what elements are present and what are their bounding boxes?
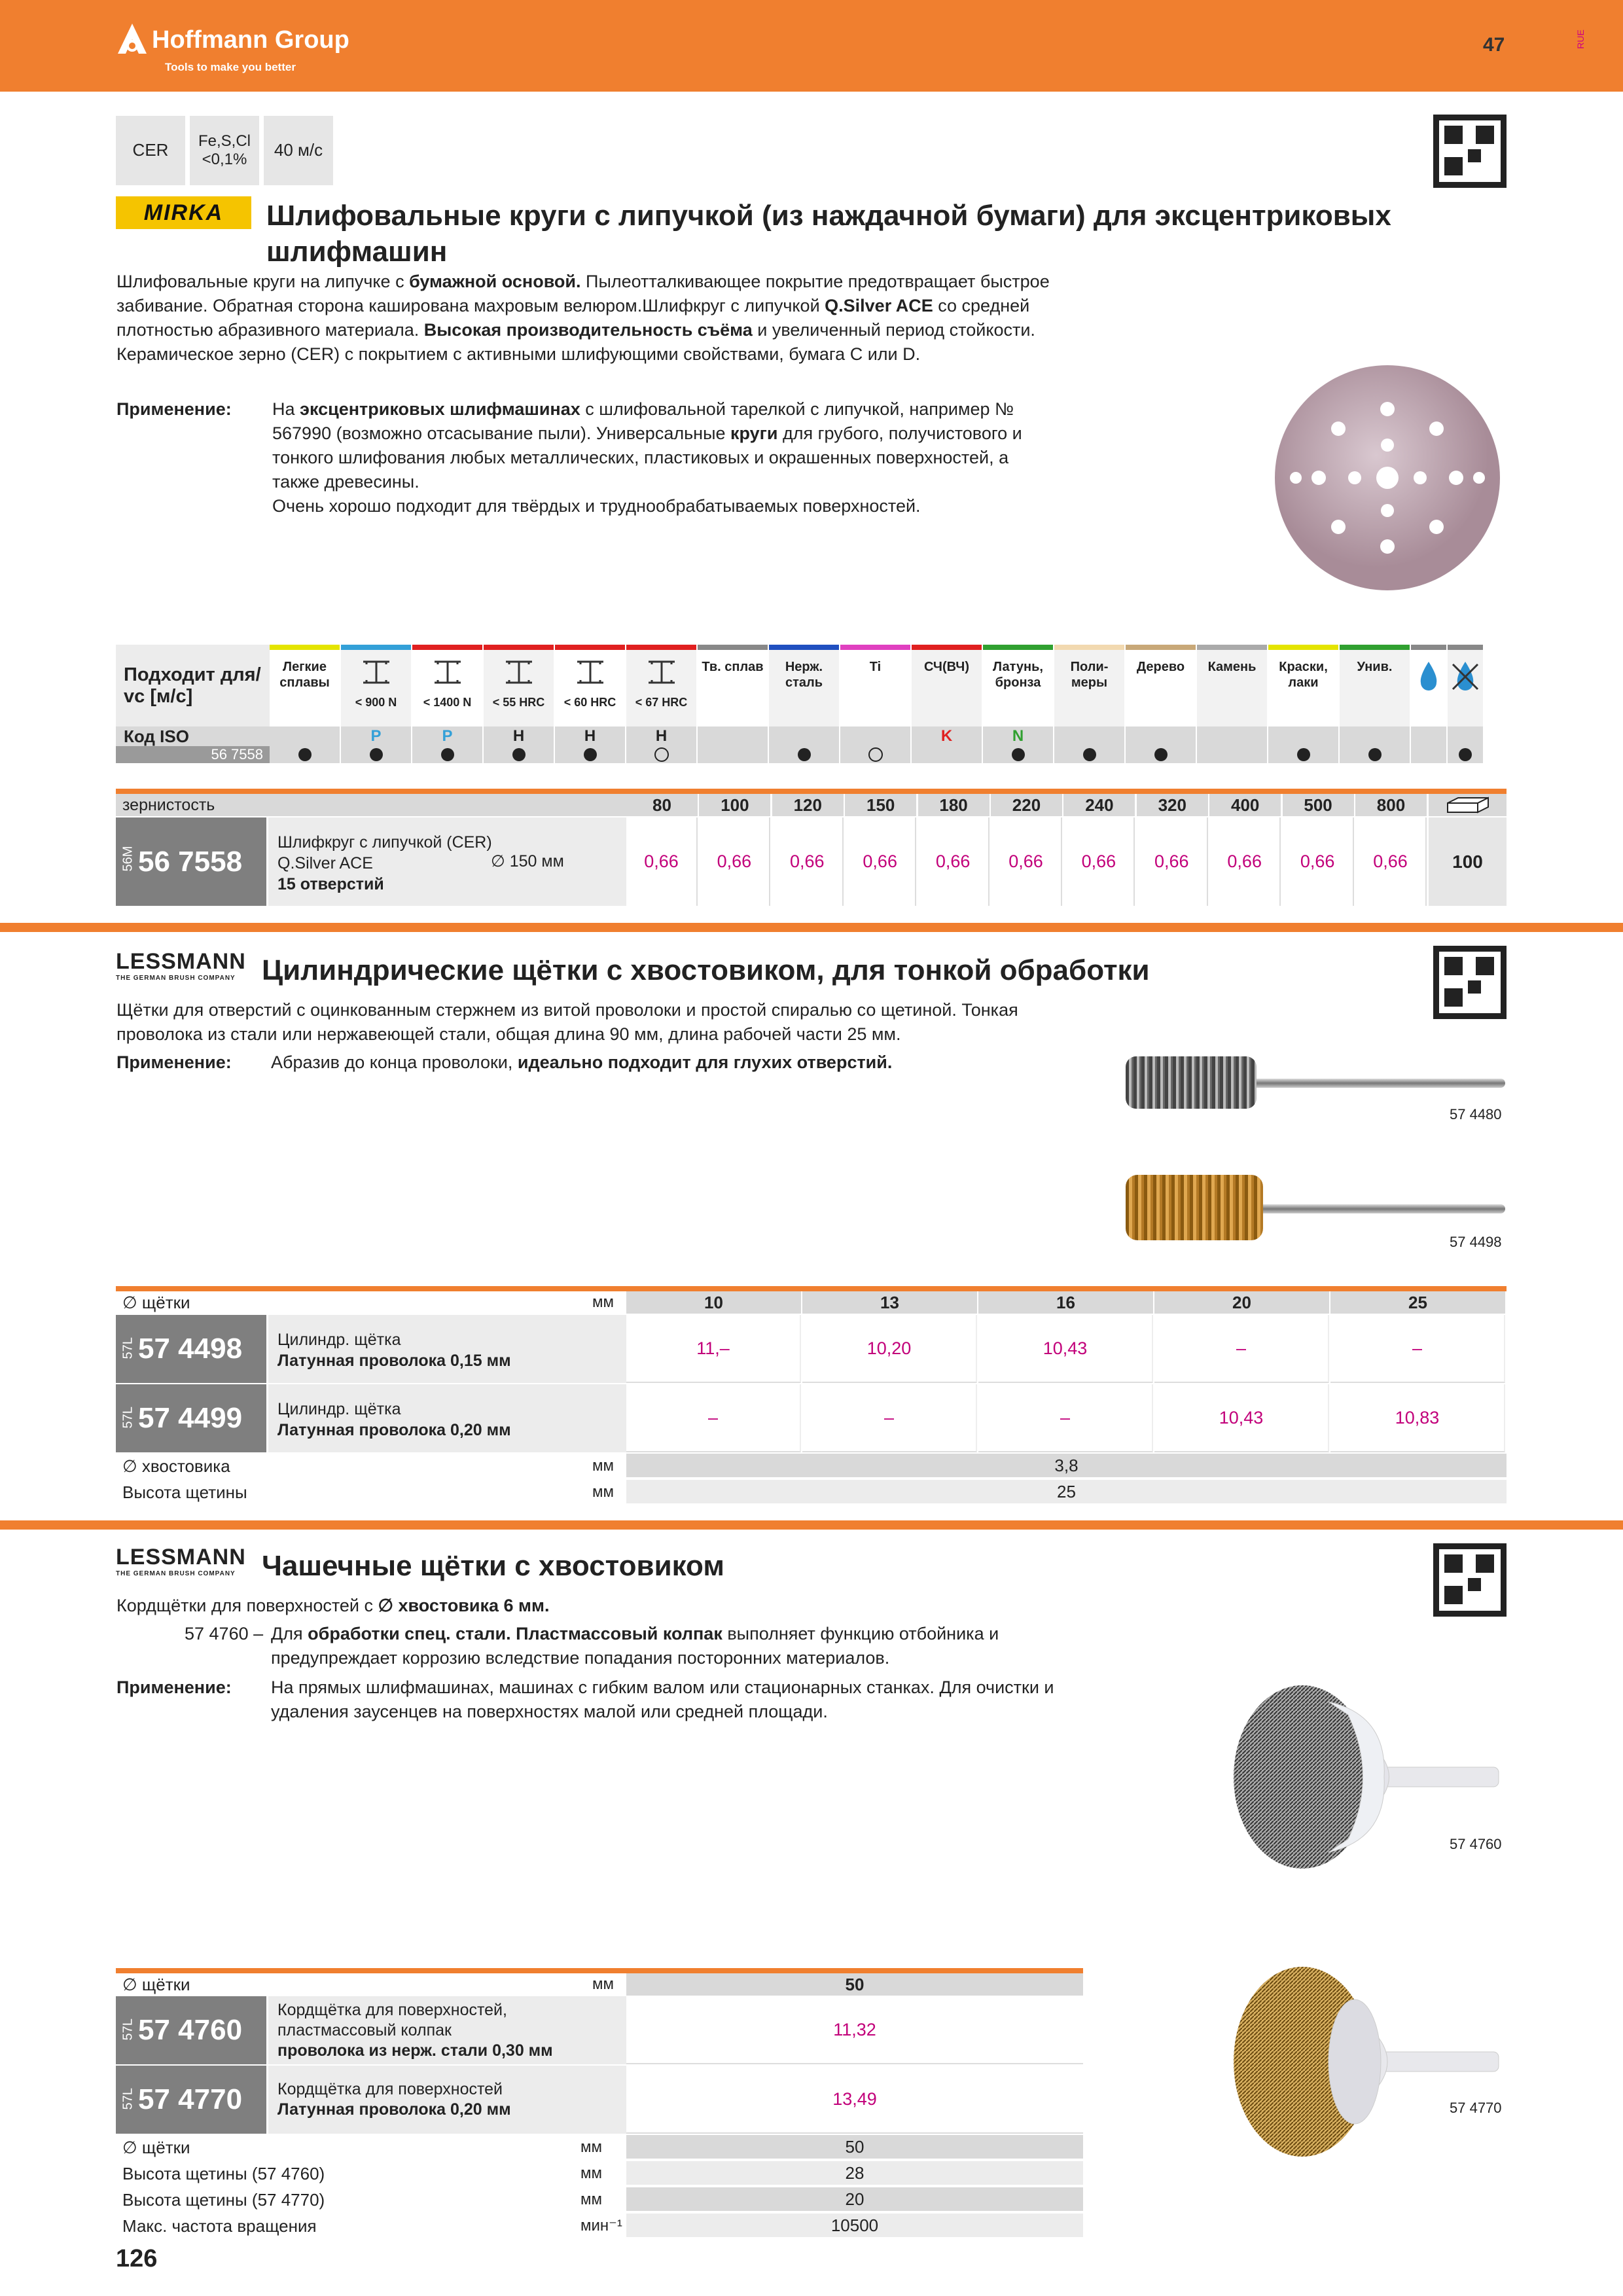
footer-page-number: 126: [116, 2245, 158, 2272]
steel-beam-icon: [645, 659, 678, 685]
material-name: Краски, лаки: [1279, 660, 1328, 690]
spec-unit: мм: [592, 1483, 614, 1501]
section3-description: Кордщётки для поверхностей с ∅ хвостовика 6 мм.: [116, 1596, 550, 1615]
material-name: Дерево: [1136, 660, 1185, 674]
table2-footer: [116, 1454, 1507, 1506]
section2-application-text: Абразив до конца проволоки, идеально подходит для глухих отверстий.: [271, 1052, 893, 1072]
material-header: [626, 650, 696, 726]
lessmann-logo: LESSMANN THE GERMAN BRUSH COMPANY: [116, 949, 246, 982]
price-cell: 0,66: [845, 817, 916, 906]
material-color-bar: [840, 645, 910, 650]
grit-label: зернистость: [116, 794, 626, 816]
suitability-mark: [1126, 746, 1196, 763]
material-header: [1448, 650, 1483, 726]
grit-size: 180: [918, 794, 990, 816]
price-cell: –: [626, 1384, 801, 1452]
product-description: Цилиндр. щётка Латунная проволока 0,20 мм: [268, 1384, 626, 1452]
article-number[interactable]: 57L 57 4770: [116, 2066, 266, 2134]
suitability-mark: [1268, 746, 1338, 763]
price-cell: 10,20: [802, 1315, 977, 1383]
table2-rule: [116, 1286, 1507, 1291]
table3-rule: [116, 1968, 1083, 1973]
grit-size: 120: [772, 794, 844, 816]
material-name: Ti: [869, 660, 882, 674]
grit-size: 100: [699, 794, 770, 816]
spec-unit: мин⁻¹: [580, 2217, 622, 2234]
material-color-bar: [983, 645, 1053, 650]
grit-size: 150: [845, 794, 916, 816]
brass-brush-image: [1126, 1168, 1505, 1250]
dry-no-coolant-icon: [1450, 659, 1480, 692]
price-cell: –: [1330, 1315, 1505, 1383]
suitability-mark: [769, 746, 839, 763]
iso-code: [1448, 726, 1483, 746]
spec-value: 25: [626, 1480, 1507, 1503]
material-color-bar: [1197, 645, 1267, 650]
iso-code: [840, 726, 910, 746]
article-number[interactable]: 57L 57 4499: [116, 1384, 266, 1452]
material-color-bar: [1340, 645, 1410, 650]
grit-size: 320: [1137, 794, 1208, 816]
spec-label: Высота щетины (57 4760): [122, 2164, 325, 2183]
price-cell: 0,66: [918, 817, 990, 906]
price-cell: 0,66: [626, 817, 698, 906]
article-number[interactable]: 57L 57 4760: [116, 1996, 266, 2064]
material-header: [270, 650, 340, 726]
price-cell: 0,66: [1355, 817, 1427, 906]
hoffmann-logo-icon: [113, 18, 152, 58]
material-color-bar: [1268, 645, 1338, 650]
section-divider: [0, 1520, 1623, 1530]
iso-code: N: [983, 726, 1053, 746]
section1-application-label: Применение:: [116, 399, 232, 419]
suitability-mark: [555, 746, 625, 763]
spec-label: Высота щетины (57 4770): [122, 2190, 325, 2210]
product-description: Кордщётка для поверхностей Латунная проволока 0,20 мм: [268, 2066, 626, 2134]
suitability-header: Подходит для/ vc [м/с]: [116, 645, 270, 726]
brass-cup-brush-image: [1230, 1957, 1505, 2160]
material-header: [341, 650, 411, 726]
qr-code-icon[interactable]: [1433, 946, 1507, 1019]
material-header: [555, 650, 625, 726]
material-limit: < 60 HRC: [563, 696, 616, 709]
material-header: [1268, 650, 1338, 726]
grit-header-row: [626, 794, 1507, 816]
suitability-mark: [626, 746, 696, 763]
spec-value: 20: [626, 2187, 1083, 2211]
price-cell: 11,32: [626, 1996, 1083, 2064]
suitable-dot-icon: [298, 748, 312, 761]
suitable-dot-icon: [584, 748, 597, 761]
suitability-mark: [840, 746, 910, 763]
mirka-logo: MIRKA: [116, 196, 251, 229]
brush-diameter: 16: [978, 1291, 1153, 1314]
grit-table-rule: [116, 789, 1507, 794]
material-name: Легкие сплавы: [279, 660, 330, 690]
brand-name: Hoffmann Group: [152, 26, 349, 54]
suitability-mark: [412, 746, 482, 763]
material-limit: < 900 N: [355, 696, 397, 709]
material-name: Камень: [1207, 660, 1257, 674]
image-label-57-4498: 57 4498: [1450, 1234, 1502, 1250]
section2-application-label: Применение:: [116, 1052, 232, 1072]
sanding-disc-image: [1273, 363, 1502, 592]
iso-code: H: [484, 726, 554, 746]
material-header: [912, 650, 982, 726]
material-color-bar: [412, 645, 482, 650]
iso-code: [1340, 726, 1410, 746]
price-cell: 0,66: [699, 817, 770, 906]
suitability-mark: [270, 746, 340, 763]
brush-diameter: 25: [1330, 1291, 1505, 1314]
price-cell: –: [978, 1384, 1153, 1452]
suitability-mark: [1054, 746, 1124, 763]
side-label: RUE: [1575, 29, 1586, 49]
iso-code: P: [412, 726, 482, 746]
steel-beam-icon: [431, 659, 464, 685]
spec-label: Макс. частота вращения: [122, 2216, 317, 2236]
section2-description: Щётки для отверстий с оцинкованным стержнем из витой проволоки и простой спиралью со щетиной. Тонкая проволока из стали или нержавеющей стали, общая длина 90 мм, длина рабочей части 25 мм.: [116, 1000, 1018, 1044]
suitability-mark: [1411, 746, 1446, 763]
table3-unit: мм: [592, 1975, 614, 1993]
steel-beam-icon: [360, 659, 393, 685]
material-color-bar: [1126, 645, 1196, 650]
material-color-bar: [1411, 645, 1446, 650]
material-name: Тв. сплав: [702, 660, 764, 674]
suitable-dot-icon: [1368, 748, 1382, 761]
suitable-dot-icon: [1297, 748, 1310, 761]
table3-rows: [116, 1996, 1083, 2135]
spec-value: 10500: [626, 2214, 1083, 2237]
price-cell: 0,66: [1063, 817, 1135, 906]
material-color-bar: [270, 645, 340, 650]
steel-beam-icon: [503, 659, 535, 685]
spec-unit: мм: [592, 1457, 614, 1475]
price-row: [626, 817, 1428, 906]
qr-code-icon[interactable]: [1433, 1543, 1507, 1617]
suitable-dot-icon: [1083, 748, 1096, 761]
spec-label: Высота щетины: [122, 1482, 247, 1502]
grit-size: 240: [1063, 794, 1135, 816]
iso-code: [1268, 726, 1338, 746]
section-divider: [0, 923, 1623, 932]
price-cell: 0,66: [1137, 817, 1208, 906]
section3-note-number: 57 4760 –: [185, 1624, 264, 1643]
material-header: [769, 650, 839, 726]
suitability-mark: [912, 746, 982, 763]
material-header: [983, 650, 1053, 726]
table2-col-label: ∅ щётки: [122, 1293, 190, 1312]
iso-code: [1197, 726, 1267, 746]
suitability-row-label: 56 7558: [116, 746, 270, 763]
iso-code-label: Код ISO: [116, 726, 270, 746]
price-cell: 0,66: [991, 817, 1062, 906]
material-color-bar: [626, 645, 696, 650]
suitability-table: [116, 645, 1507, 772]
section3-note-text: Для обработки спец. стали. Пластмассовый колпак выполняет функцию отбойника и предупреждает коррозию вследствие попадания посторонних материалов.: [271, 1624, 999, 1668]
spec-label: ∅ хвостовика: [122, 1456, 230, 1476]
qr-code-icon[interactable]: [1433, 115, 1507, 188]
material-name: Унив.: [1357, 660, 1393, 674]
product-description: Шлифкруг с липучкой (CER) Q.Silver ACE 15 отверстий ∅ 150 мм: [268, 817, 626, 906]
suitability-mark: [484, 746, 554, 763]
section2-title: Цилиндрические щётки с хвостовиком, для тонкой обработки: [262, 954, 1150, 986]
grit-size: 800: [1355, 794, 1427, 816]
section1-application-text: На эксцентриковых шлифмашинах с шлифовальной тарелкой с липучкой, например № 567990 (возможно отсасывание пыли). Универсальные круги для грубого, получистового и тонкого шлифования любых металлических, пластиковых и окрашенных поверхностей, а также древесины. Очень хорошо подходит для твёрдых и труднообрабатываемых поверхностей.: [272, 399, 1022, 516]
article-56-7558[interactable]: 56M 56 7558: [116, 817, 266, 906]
grit-size: 80: [626, 794, 698, 816]
material-name: Нерж. сталь: [785, 660, 823, 690]
image-label-57-4770: 57 4770: [1450, 2100, 1502, 2116]
price-cell: 13,49: [626, 2066, 1083, 2134]
suitable-dot-icon: [512, 748, 526, 761]
suitability-mark: [341, 746, 411, 763]
price-cell: 11,–: [626, 1315, 801, 1383]
coolant-drop-icon: [1416, 659, 1442, 692]
suitable-dot-icon: [798, 748, 811, 761]
table2-unit: мм: [592, 1293, 614, 1311]
suitability-mark: [1197, 746, 1267, 763]
badge-chem: Fe,S,Cl <0,1%: [190, 116, 259, 185]
material-name: Латунь, бронза: [992, 660, 1043, 690]
material-name: СЧ(ВЧ): [923, 660, 970, 674]
iso-code: [1054, 726, 1124, 746]
suitable-dot-icon: [1459, 748, 1472, 761]
table2-rows: [116, 1315, 1507, 1454]
material-name: Поли- меры: [1070, 660, 1109, 690]
material-color-bar: [769, 645, 839, 650]
iso-code: K: [912, 726, 982, 746]
brush-diameter: 10: [626, 1291, 801, 1314]
spec-value: 50: [626, 2135, 1083, 2159]
iso-code: H: [555, 726, 625, 746]
suitable-dot-icon: [370, 748, 383, 761]
suitability-mark: [983, 746, 1053, 763]
table3-col-label: ∅ щётки: [122, 1975, 190, 1994]
conditional-ring-icon: [654, 747, 669, 762]
material-color-bar: [1448, 645, 1483, 650]
section1-description: Шлифовальные круги на липучке с бумажной основой. Пылеотталкивающее покрытие предотвращает быстрое забивание. Обратная сторона кашированa махровым велюром.Шлифкруг с липучкой Q.Silver ACE со средней плотностью абразивного материала. Высокая производительность съёма и увеличенный период стойкости. Керамическое зерно (CER) с покрытием с активными шлифующими свойствами, бумага C или D.: [116, 272, 1050, 364]
spec-label: ∅ щётки: [122, 2138, 190, 2157]
spec-value: 3,8: [626, 1454, 1507, 1477]
product-description: Цилиндр. щётка Латунная проволока 0,15 мм: [268, 1315, 626, 1383]
iso-code: [1411, 726, 1446, 746]
table3-size: 50: [626, 1973, 1083, 1996]
iso-code: [1126, 726, 1196, 746]
iso-code: [769, 726, 839, 746]
material-header: [1054, 650, 1124, 726]
price-cell: 0,66: [772, 817, 844, 906]
product-description: Кордщётка для поверхностей, пластмассовый колпак проволока из нерж. стали 0,30 мм: [268, 1996, 626, 2064]
material-header: [1411, 650, 1446, 726]
suitable-dot-icon: [1012, 748, 1025, 761]
material-color-bar: [1054, 645, 1124, 650]
grit-size: 500: [1283, 794, 1354, 816]
suitable-dot-icon: [1154, 748, 1168, 761]
price-cell: –: [1154, 1315, 1329, 1383]
material-color-bar: [341, 645, 411, 650]
spec-value: 28: [626, 2161, 1083, 2185]
steel-beam-icon: [574, 659, 607, 685]
material-header: [412, 650, 482, 726]
table3-footer: [116, 2135, 1083, 2240]
image-label-57-4480: 57 4480: [1450, 1106, 1502, 1122]
iso-code: [698, 726, 768, 746]
grit-size: 400: [1209, 794, 1281, 816]
lessmann-logo: LESSMANN THE GERMAN BRUSH COMPANY: [116, 1545, 246, 1577]
material-limit: < 1400 N: [423, 696, 472, 709]
article-number[interactable]: 57L 57 4498: [116, 1315, 266, 1383]
material-color-bar: [912, 645, 982, 650]
material-limit: < 67 HRC: [635, 696, 688, 709]
price-cell: 10,43: [978, 1315, 1153, 1383]
suitability-mark: [698, 746, 768, 763]
material-header: [840, 650, 910, 726]
steel-brush-image: [1126, 1047, 1505, 1119]
section3-application-text: На прямых шлифмашинах, машинах с гибким валом или стационарных станках. Для очистки и удаления заусенцев на поверхностях малой или средней площади.: [271, 1677, 1054, 1721]
price-cell: 10,83: [1330, 1384, 1505, 1452]
brand-tagline: Tools to make you better: [165, 61, 296, 73]
section3-application-label: Применение:: [116, 1677, 232, 1697]
material-header: [1197, 650, 1267, 726]
price-cell: 10,43: [1154, 1384, 1329, 1452]
brush-diameter: 20: [1154, 1291, 1329, 1314]
spec-unit: мм: [580, 2138, 602, 2156]
material-color-bar: [555, 645, 625, 650]
grit-size: 220: [991, 794, 1062, 816]
material-header: [1340, 650, 1410, 726]
price-cell: –: [802, 1384, 977, 1452]
section3-title: Чашечные щётки с хвостовиком: [262, 1550, 724, 1582]
iso-code: [270, 726, 340, 746]
material-header: [484, 650, 554, 726]
badge-speed: 40 м/с: [264, 116, 333, 185]
price-cell: 0,66: [1283, 817, 1354, 906]
material-limit: < 55 HRC: [492, 696, 545, 709]
pack-icon: [1429, 794, 1507, 816]
brush-diameter: 13: [802, 1291, 977, 1314]
pack-quantity: 100: [1429, 817, 1507, 906]
spec-unit: мм: [580, 2164, 602, 2182]
material-header: [1126, 650, 1196, 726]
material-color-bar: [698, 645, 768, 650]
material-header: [698, 650, 768, 726]
suitable-dot-icon: [441, 748, 454, 761]
section1-title: Шлифовальные круги с липучкой (из наждачной бумаги) для эксцентриковых шлифмашин: [266, 200, 1391, 268]
badge-grain: CER: [116, 116, 185, 185]
suitability-mark: [1448, 746, 1483, 763]
disc-diameter: ∅ 150 мм: [491, 852, 564, 870]
catalog-page-number: 47: [1483, 34, 1505, 56]
table2-sizes: [626, 1291, 1507, 1314]
iso-code: H: [626, 726, 696, 746]
image-label-57-4760: 57 4760: [1450, 1836, 1502, 1852]
conditional-ring-icon: [868, 747, 883, 762]
material-color-bar: [484, 645, 554, 650]
price-cell: 0,66: [1209, 817, 1281, 906]
spec-unit: мм: [580, 2191, 602, 2208]
suitability-mark: [1340, 746, 1410, 763]
iso-code: P: [341, 726, 411, 746]
